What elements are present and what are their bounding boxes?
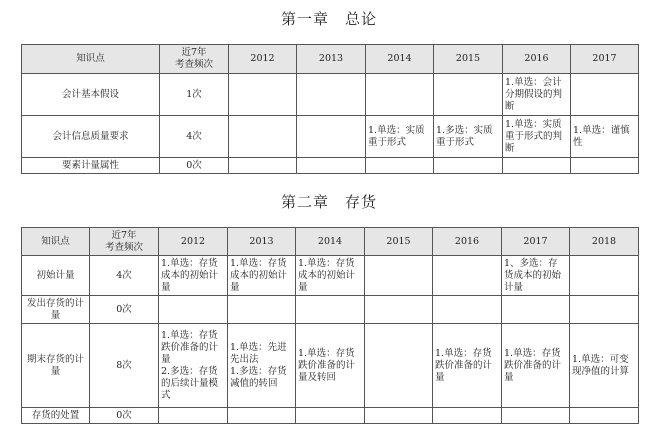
frequency-cell: 8次 — [90, 324, 159, 408]
header-cell: 2016 — [503, 45, 571, 74]
year-cell — [434, 158, 503, 174]
topic-cell: 要素计量属性 — [22, 158, 160, 174]
header-cell: 近7年 考查频次 — [160, 45, 229, 74]
year-cell — [365, 296, 433, 324]
frequency-cell: 0次 — [90, 408, 159, 424]
frequency-cell: 0次 — [160, 158, 229, 174]
year-cell — [503, 158, 571, 174]
year-cell — [159, 408, 228, 424]
year-cell: 1.单选：会计分期假设的判断 — [503, 74, 571, 116]
header-cell: 2017 — [571, 45, 639, 74]
year-cell: 1.单选：存货成本的初始计量 — [228, 256, 296, 296]
year-cell — [228, 296, 296, 324]
header-cell: 2012 — [159, 228, 228, 256]
header-cell: 2013 — [228, 228, 296, 256]
header-cell: 2014 — [296, 228, 365, 256]
topic-cell: 期末存货的计量 — [22, 324, 90, 408]
header-cell: 知识点 — [22, 45, 160, 74]
year-cell: 1、多选：存货成本的初始计量 — [502, 256, 570, 296]
topic-cell: 会计信息质量要求 — [22, 116, 160, 158]
year-cell — [297, 116, 366, 158]
frequency-cell: 4次 — [160, 116, 229, 158]
year-cell — [502, 296, 570, 324]
header-cell: 近7年 考查频次 — [90, 228, 159, 256]
frequency-cell: 4次 — [90, 256, 159, 296]
year-cell — [159, 296, 228, 324]
header-cell: 2012 — [229, 45, 297, 74]
year-cell — [571, 74, 639, 116]
header-cell: 2018 — [570, 228, 639, 256]
chapter-1-table — [21, 44, 639, 174]
year-cell — [296, 408, 365, 424]
year-cell: 1.单选：存货成本的初始计量 — [296, 256, 365, 296]
year-cell: 1.单选：实质重于形式 — [366, 116, 434, 158]
year-cell: 1.多选：实质重于形式 — [434, 116, 503, 158]
header-cell: 2013 — [297, 45, 366, 74]
year-cell: 1.单选：可变现净值的计算 — [570, 324, 639, 408]
year-cell — [366, 74, 434, 116]
frequency-cell: 0次 — [90, 296, 159, 324]
table-row — [22, 116, 639, 158]
year-cell — [365, 324, 433, 408]
year-cell — [433, 256, 502, 296]
year-cell — [229, 116, 297, 158]
year-cell — [366, 158, 434, 174]
year-cell: 1.单选：存货成本的初始计量 — [159, 256, 228, 296]
year-cell — [365, 408, 433, 424]
table-header-row — [22, 228, 639, 256]
topic-cell: 初始计量 — [22, 256, 90, 296]
table-row — [22, 324, 639, 408]
year-cell — [571, 158, 639, 174]
year-cell: 1.单选：先进先出法 1.多选：存货减值的转回 — [228, 324, 296, 408]
year-cell: 1.单选：存货跌价准备的计量 2.多选：存货的后续计量模式 — [159, 324, 228, 408]
topic-cell: 存货的处置 — [22, 408, 90, 424]
chapter-2-title: 第二章 存货 — [280, 193, 377, 211]
year-cell: 1.单选：存货跌价准备的计量 — [502, 324, 570, 408]
year-cell — [433, 408, 502, 424]
topic-cell: 会计基本假设 — [22, 74, 160, 116]
year-cell — [433, 296, 502, 324]
chapter-1-title: 第一章 总论 — [280, 10, 377, 28]
year-cell — [297, 158, 366, 174]
header-cell: 2014 — [366, 45, 434, 74]
table-row — [22, 296, 639, 324]
table-row — [22, 256, 639, 296]
table-header-row — [22, 45, 639, 74]
year-cell: 1.单选：存货跌价准备的计量及转回 — [296, 324, 365, 408]
table-row — [22, 74, 639, 116]
year-cell — [365, 256, 433, 296]
year-cell: 1.单选：谨慎性 — [571, 116, 639, 158]
year-cell — [228, 408, 296, 424]
header-cell: 2016 — [433, 228, 502, 256]
table-row — [22, 408, 639, 424]
year-cell — [570, 296, 639, 324]
header-cell: 2015 — [434, 45, 503, 74]
frequency-cell: 1次 — [160, 74, 229, 116]
year-cell — [297, 74, 366, 116]
table-row — [22, 158, 639, 174]
year-cell — [570, 408, 639, 424]
chapter-2-table — [21, 227, 639, 424]
year-cell — [502, 408, 570, 424]
year-cell — [229, 158, 297, 174]
header-cell: 知识点 — [22, 228, 90, 256]
topic-cell: 发出存货的计量 — [22, 296, 90, 324]
year-cell: 1.单选：实质重于形式的判断 — [503, 116, 571, 158]
header-cell: 2015 — [365, 228, 433, 256]
year-cell: 1.单选：存货跌价准备的计量 — [433, 324, 502, 408]
year-cell — [296, 296, 365, 324]
year-cell — [229, 74, 297, 116]
year-cell — [434, 74, 503, 116]
year-cell — [570, 256, 639, 296]
header-cell: 2017 — [502, 228, 570, 256]
